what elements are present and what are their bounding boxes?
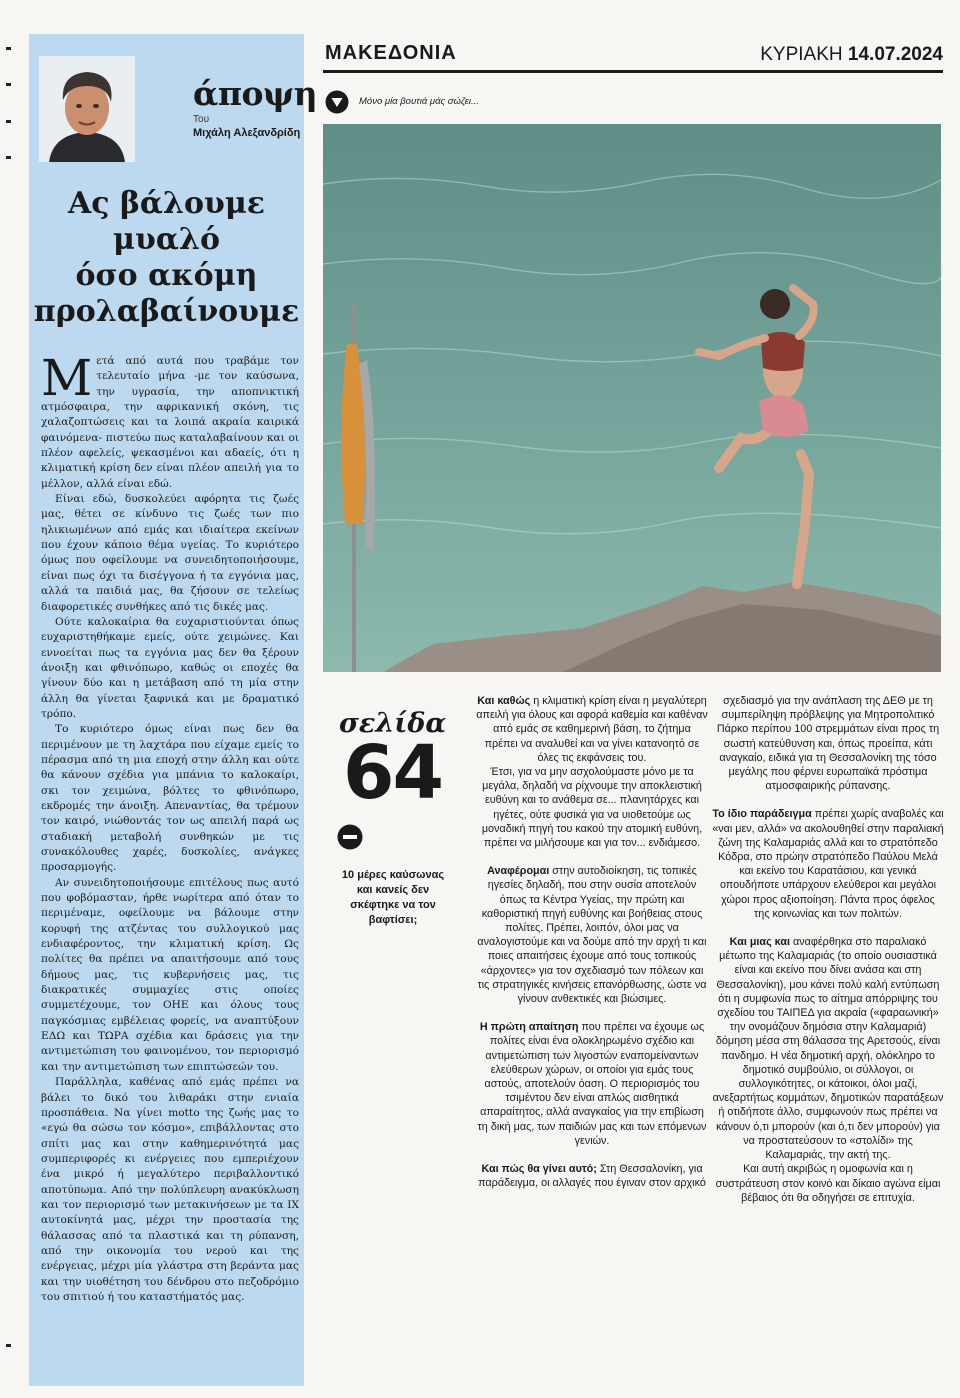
body-paragraph: Είναι εδώ, δυσκολεύει αφόρητα τις ζωές μας, θέτει σε κίνδυνο τις ζωές των πιο ηλικιωμένων από εμάς και ιδιαίτερα εκείνων που έχουν κάποιο θέμα υγείας. Το κυριότερο όμως που οφείλουμε να συνειδητοποιήσουμε, είναι πως όχι τα δισέγγονα ή τα εγγόνια μας, αλλά τα παιδιά μας, θα ζήσουν σε τελείως διαφορετικές συνθήκες από τις δικές μας.	[41, 493, 299, 613]
article-column-1	[476, 694, 708, 1191]
opinion-header	[29, 34, 318, 174]
article-paragraph: Και καθώς η κλιματική κρίση είναι η μεγαλύτερη απειλή για όλους και αφορά καθεμία και καθέναν από εμάς σε καθημερινή βάση, το ζήτημα πρέπει να αναλυθεί και να γίνει κατανοητό σε όλες τις εκφάνσεις του.	[476, 695, 708, 764]
article-paragraph: Το ίδιο παράδειγμα πρέπει χωρίς αναβολές και «ναι μεν, αλλά» να ακολουθηθεί στην παραλιακή ζώνη της Καλαμαριάς αλλά και το στρατόπεδο Κόδρα, στο πρώην στρατόπεδο Παύλου Μελά και εκείνο του Καρατάσιου, και γενικά οπουδήποτε υπάρχουν ελεύθεροι και μεγάλοι χώροι προς αξιοποίηση. Πάντα προς όφελος της κοινωνίας και των πολιτών.	[712, 808, 944, 920]
swimmer-photo	[323, 124, 941, 672]
triangle-down-icon	[325, 90, 349, 114]
selida-box	[323, 694, 461, 934]
article-paragraph: Και πώς θα γίνει αυτό; Στη Θεσσαλονίκη, για παράδειγμα, οι αλλαγές που έγιναν στον αρχικό	[478, 1163, 706, 1190]
binder-marks	[6, 0, 12, 1398]
body-paragraph: Παράλληλα, καθένας από εμάς πρέπει να βάλει το δικό του λιθαράκι στην ενιαία προσπάθεια. Να γίνει motto της ζωής μας το «εγώ θα σώσω τον κόσμο», επιβάλλοντας στο σπίτι μας και στην καθημερινότητά μας συμπεριφορές κι ενέργειες που εμπεριέχουν ένα μικρό ή μεγαλύτερο περιβαλλοντικό αποτύπωμα. Από την πολύπλευρη ανακύκλωση και τον περιορισμό των μετακινήσεων με τα ΙΧ αυτοκίνητά μας, μέχρι την προστασία της θάλασσας από τα πλαστικά και τη ρύπανση, από την οικονομία του νερού και της ενέργειας, μέχρι μία γλάστρα στη βεράντα μας και την υιοθέτηση του δένδρου στο πεζοδρόμιο του σπιτιού ή του καταστήματός μας.	[41, 1076, 299, 1303]
headline-line: όσο ακόμη	[75, 258, 258, 293]
opinion-headline	[29, 186, 304, 330]
article-paragraph: Και μιας και αναφέρθηκα στο παραλιακό μέτωπο της Καλαμαριάς (το οποίο ουσιαστικά είναι και εκείνο που δίνει ανάσα και στη Θεσσαλονίκη), μου κάνει πολύ καλή εντύπωση ότι η συμφωνία πως το αίτημα απόρριψης του σχεδίου του ΤΑΙΠΕΔ για ακραία («φαραωνική» την ονομάζουν δημόσια στην Καλαμαριά) δόμηση μέσα στη θάλασσα της Αρετσούς, είναι πανδημο. Η νέα δημοτική αρχή, ολόκληρο το δημοτικό συμβούλιο, οι σύλλογοι, οι συλλογικότητες, οι κάτοικοι, όλοι μαζί, ανεξαρτήτως κομμάτων, δημοτικών παρατάξεων ή οτιδήποτε άλλο, συμφωνούν πως πρέπει να κάνουν ό,τι μπορούν (και ό,τι δεν μπορούν) για να προστατεύσουν το «στολίδι» της Καλαμαριάς, την ακτή της.	[712, 936, 944, 1162]
article-column-2	[712, 694, 944, 1205]
article-paragraph: Και αυτή ακριβώς η ομοφωνία και η συστράτευση στον κοινό και δίκαιο αγώνα είμαι βέβαιος ότι θα οδηγήσει σε επιτυχία.	[715, 1163, 941, 1204]
byline-prefix: Του	[193, 114, 210, 125]
selida-text: 10 μέρες καύσωνας και κανείς δεν σκέφτηκε να τον βαφτίσει;	[341, 869, 445, 926]
author-avatar	[39, 56, 135, 162]
masthead	[323, 40, 943, 73]
author-name: Μιχάλη Αλεξανδρίδη	[193, 127, 301, 139]
body-paragraph: Ούτε καλοκαίρια θα ευχαριστιούνται όπως ευχαριστηθήκαμε εμείς, ούτε χειμώνες. Και εννοείται πως τα εγγόνια μας δεν θα ξέρουν άνοιξη και φθινόπωρο, καθώς οι εποχές θα γίνουν δύο και η μετάβαση από τη μία στην άλλη θα γίνεται ξαφνικά και με δραματικό τρόπο.	[41, 615, 299, 720]
issue-date	[760, 44, 943, 66]
body-paragraph: Το κυριότερο όμως είναι πως δεν θα περιμένουν με τη λαχτάρα που είχαμε εμείς το πέρασμα από τη μια εποχή στην άλλη και ούτε θα κάνουν σχέδια για μπάνια το καλοκαίρι, σκι τον χειμώνα, βόλτες το φθινόπωρο, εκδρομές την άνοιξη. Απεναντίας, θα τρέμουν τον καιρό, νιώθοντάς τον ως απειλή παρά ως σταδιακή μεταβολή συνθηκών με τις συνακόλουθες χαρές, δυσκολίες, ανάγκες προσαρμογής.	[41, 723, 299, 874]
article-paragraph: Η πρώτη απαίτηση που πρέπει να έχουμε ως πολίτες είναι ένα ολοκληρωμένο σχέδιο και αντιμετώπιση των λιγοστών εναπομείναντων ελεύθερων χώρων, οι οποίοι για εμάς τους αστούς, αποτελούν όαση. Ο περιορισμός του τσιμέντου δεν είναι απλώς αισθητικά απαραίτητος, αλλά αναγκαίος για την επιβίωση τη δική μας, των παιδιών μας και των επόμενων γενιών.	[477, 1021, 707, 1147]
section-title: άποψη	[193, 74, 318, 113]
paper-name: ΜΑΚΕΔΟΝΙΑ	[325, 42, 457, 64]
opinion-column	[29, 34, 318, 1386]
body-paragraph: Αν συνειδητοποιήσουμε επιτέλους πως αυτό που φοβόμασταν, ήρθε νωρίτερα από όταν το περιμέναμε, οφείλουμε να βάλουμε στην κορυφή της ατζέντας του συλλογικού μας ενδιαφέροντος, την κλιματική κρίση. Ως πολίτες θα πρέπει να απαιτήσουμε από τους δήμους μας, τις κυβερνήσεις μας, τις διακρατικές συμμαχίες στις οποίες συμμετέχουμε, τον ΟΗΕ και όλους τους παγκόσμιας εμβέλειας φορείς, να αναπτύξουν ΕΔΩ και ΤΩΡΑ σχέδια και δράσεις για την αντιμετώπιση του φαινομένου, τον περιορισμό και την αντιμετώπιση των επιπτώσεών του.	[41, 876, 299, 1073]
selida-label: σελίδα	[339, 708, 447, 739]
photo-caption: Μόνο μία βουτιά μάς σώζει...	[359, 96, 479, 107]
minus-circle-icon	[337, 824, 363, 850]
body-paragraph: Μετά από αυτά που τραβάμε τον τελευταίο μήνα -με τον καύσωνα, την υγρασία, την αποπνικτική ατμόσφαιρα, την αφρικανική σκόνη, τις χαλαζοπτώσεις και τα λοιπά ακραία καιρικά φαινόμενα- πιστεύω πως καταλαβαίνουν και οι πλέον αφελείς, ψεκασμένοι και αδαείς, ότι η κλιματική κρίση δεν είναι πλέον απειλή για το μέλλον, αλλά είναι εδώ.	[41, 349, 299, 490]
opinion-body	[41, 349, 299, 1305]
article-paragraph: Αναφέρομαι στην αυτοδιοίκηση, τις τοπικές ηγεσίες δηλαδή, που στην ουσία αποτελούν όπως τα Κέντρα Υγείας, την πρώτη και καθοριστική πηγή ευθύνης και βοήθειας στους πολίτες. Πρέπει, λοιπόν, όλοι μας να αναλογιστούμε και να δούμε από την αρχή τι και ποιες απαιτήσεις έχουμε από τους τοπικούς «άρχοντες» για τον σχεδιασμό των πόλεων και τις στρατηγικές κινήσεις επανόρθωσης, ώστε να γίνουν ανθεκτικές και βιώσιμες.	[477, 865, 707, 1006]
article-paragraph: σχεδιασμό για την ανάπλαση της ΔΕΘ με τη συμπερίληψη πρόβλεψης για Μητροπολιτικό Πάρκο περίπου 100 στρεμμάτων είναι προς τη σωστή κατεύθυνση και, όπως προείπα, κάτι αναγκαίο, ειδικά για τη Θεσσαλονίκη της τόσο μεγάλης που φέρνει ευρωπαϊκά πρόστιμα ατμοσφαιρικής ρύπανσης.	[716, 695, 940, 793]
selida-number: 64	[343, 730, 442, 816]
headline-line: προλαβαίνουμε	[33, 294, 300, 329]
drop-cap: Μ	[41, 349, 93, 407]
issue-date-number: 14.07.2024	[847, 44, 943, 65]
headline-line: μυαλό	[113, 222, 220, 257]
article-paragraph: Έτσι, για να μην ασχολούμαστε μόνο με τα μεγάλα, δηλαδή να ρίχνουμε την αποκλειστική ευθύνη και το ανάθεμα σε... πλανητάρχες και ηγέτες, ούτε φυσικά για να υιοθετούμε ως μοναδική πηγή του κακού την ατομική ευθύνη, πρέπει να μιλήσουμε και για τον... ενδιάμεσο.	[481, 766, 703, 850]
issue-day: ΚΥΡΙΑΚΗ	[760, 44, 843, 65]
headline-line: Ας βάλουμε	[67, 186, 266, 221]
